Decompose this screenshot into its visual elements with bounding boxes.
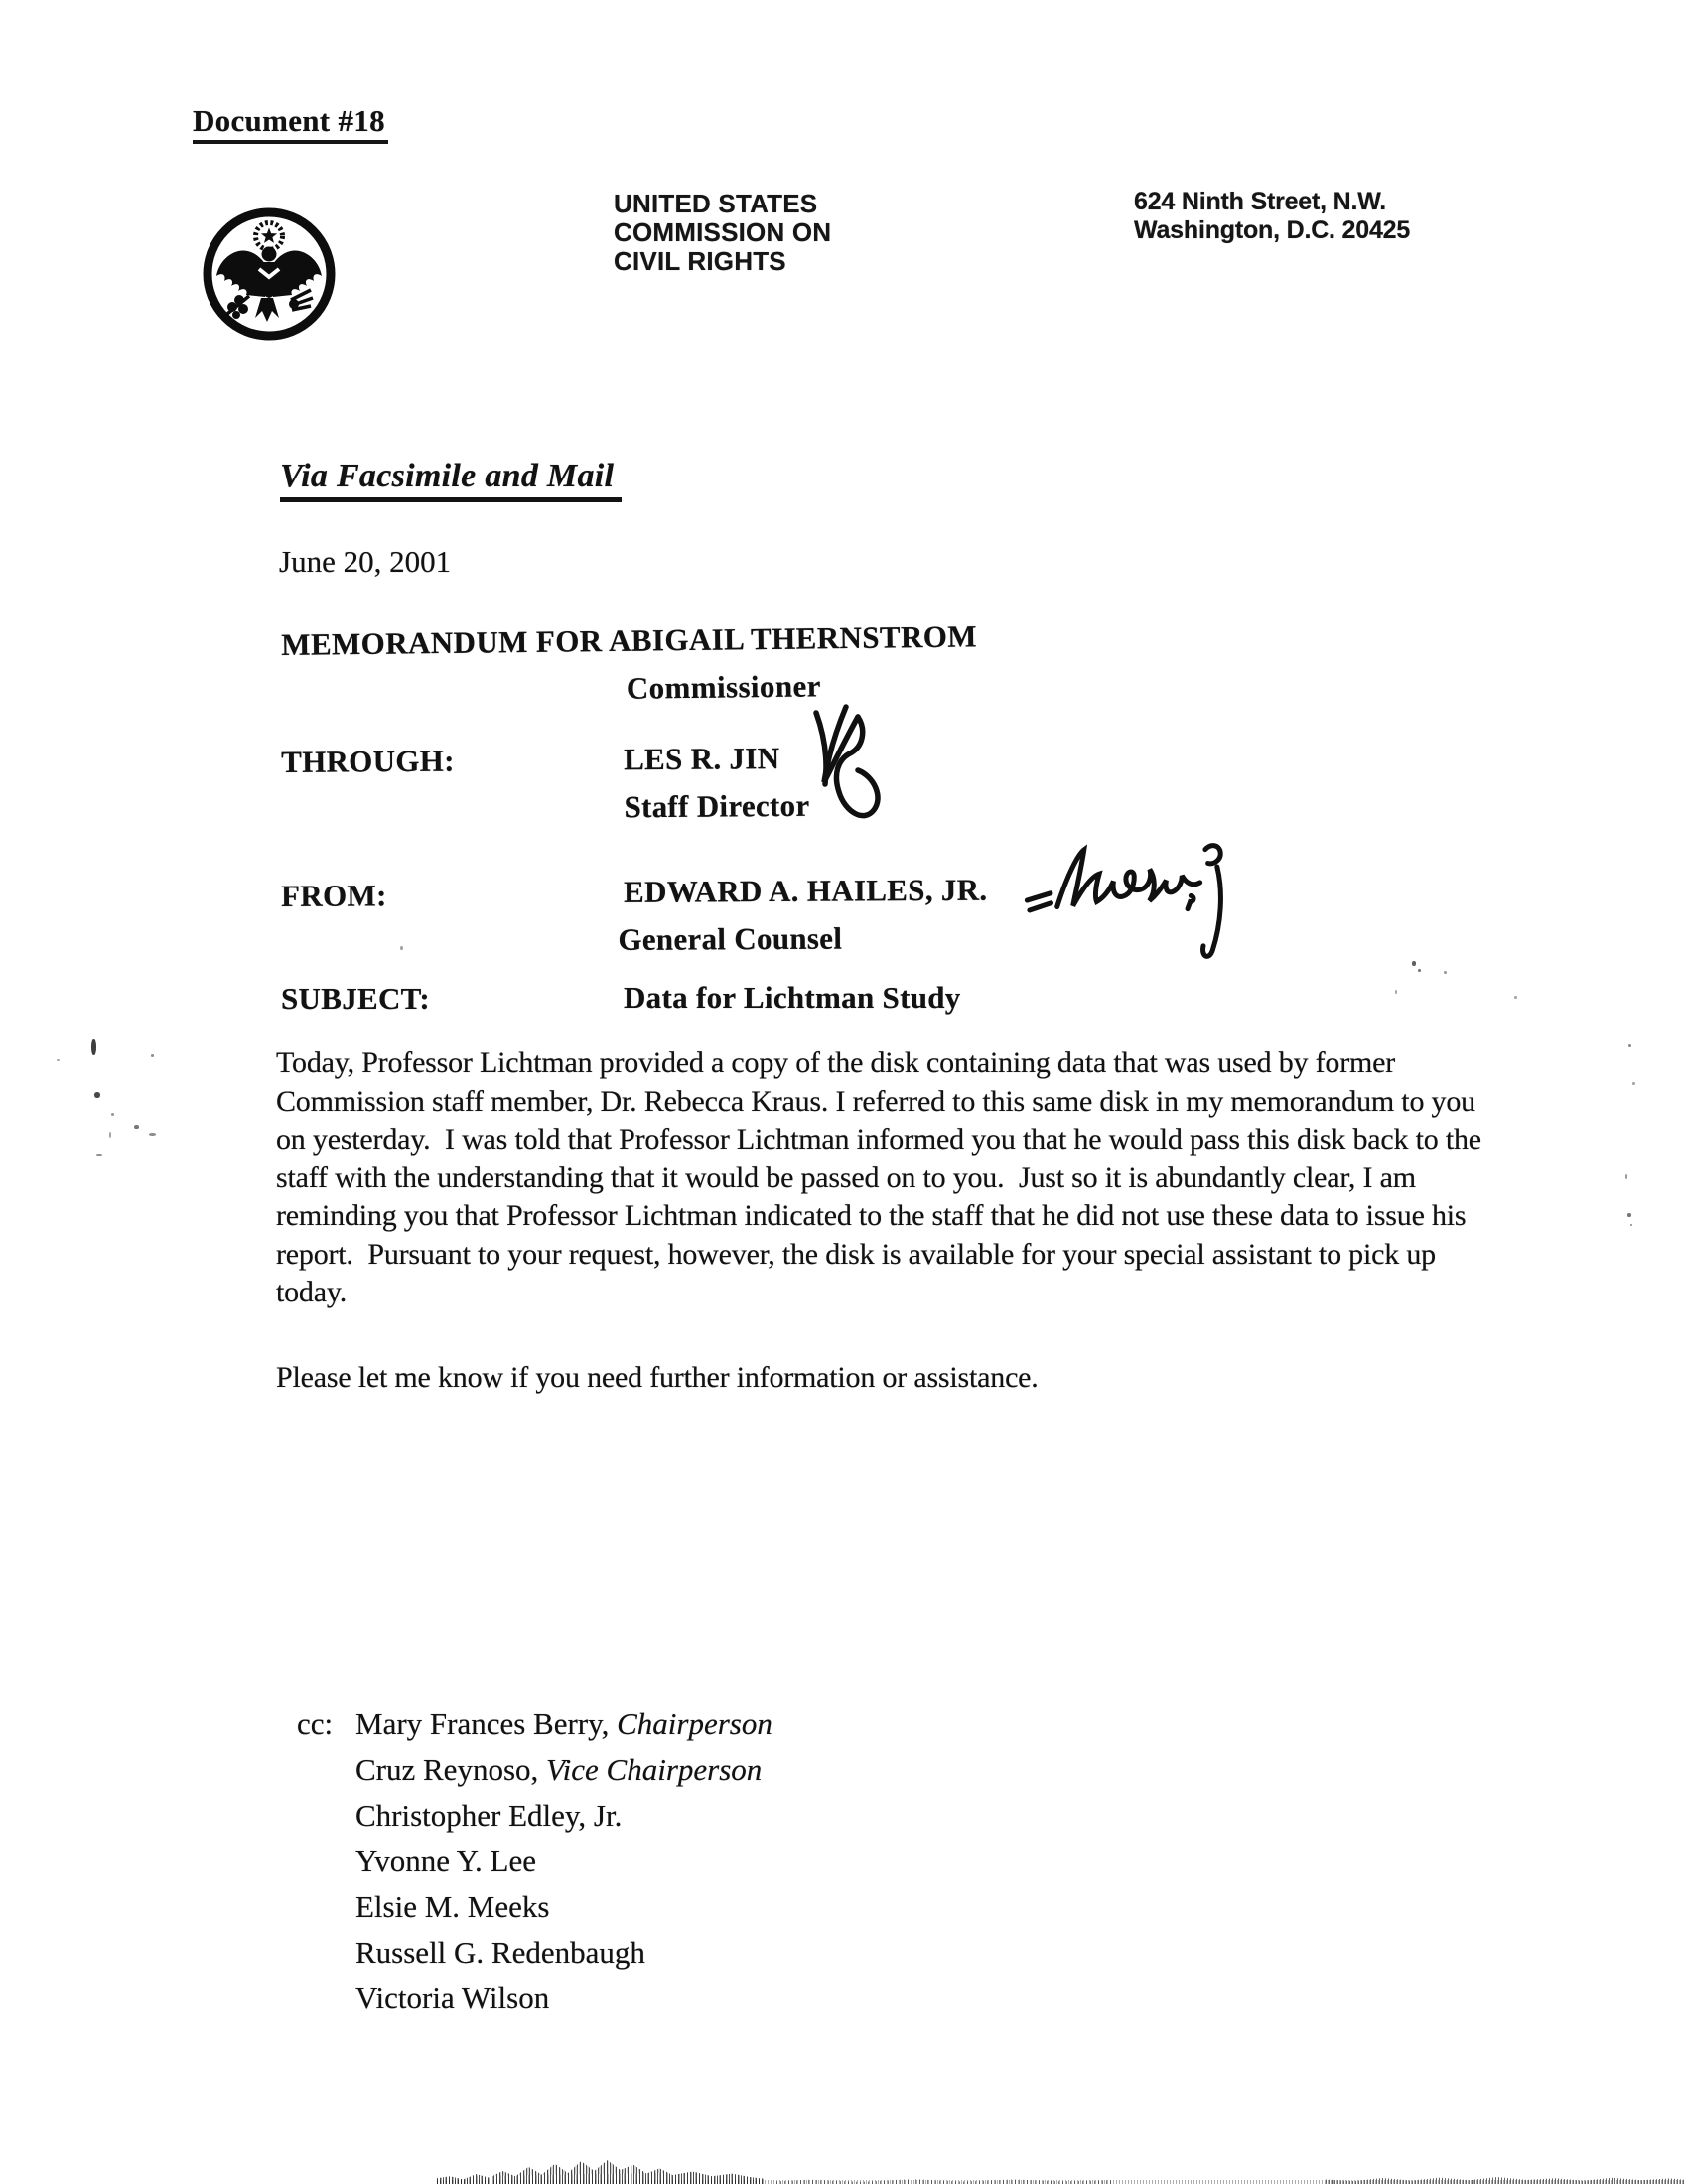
scan-speck	[96, 1154, 102, 1156]
delivery-method-line: Via Facsimile and Mail	[280, 458, 622, 502]
cc-row	[355, 1793, 772, 1839]
agency-line-3: CIVIL RIGHTS	[614, 246, 786, 276]
cc-row	[355, 1884, 772, 1930]
memo-for-title: Commissioner	[626, 668, 821, 706]
body-paragraph-1: Today, Professor Lichtman provided a copy of the disk containing data that was used by former Commission staff member, Dr. Rebecca Kraus. I referred to this same disk in my memorandum to you on yesterday. I was told that Professor Lichtman informed you that he would pass this disk back to the staff with the understanding that it would be passed on to you. Just so it is abundantly clear, I am reminding you that Professor Lichtman indicated to the staff that he did not use these data to issue his report. Pursuant to your request, however, the disk is available for your special assistant to pick up today.	[276, 1046, 1489, 1308]
cc-name-list	[355, 1702, 772, 2021]
cc-name: Mary Frances Berry,	[355, 1706, 618, 1741]
jin-initials-signature	[798, 697, 902, 836]
memo-for-line: MEMORANDUM FOR ABIGAIL THERNSTROM	[281, 618, 978, 662]
from-title: General Counsel	[618, 920, 843, 957]
agency-line-1: UNITED STATES	[614, 189, 818, 218]
cc-name: Elsie M. Meeks	[355, 1889, 550, 1924]
scan-noise-band	[437, 2180, 1684, 2184]
scan-speck	[1514, 996, 1517, 999]
document-number-label: Document #18	[193, 103, 388, 144]
address-line-2: Washington, D.C. 20425	[1134, 216, 1411, 244]
cc-row	[355, 1930, 772, 1976]
from-label: FROM:	[281, 878, 387, 913]
scan-speck	[111, 1113, 114, 1116]
scan-speck	[94, 1092, 100, 1098]
scan-speck	[1625, 1174, 1627, 1179]
through-value	[624, 735, 810, 831]
scan-speck	[109, 1132, 111, 1138]
scan-speck	[1412, 961, 1416, 966]
scan-speck	[1444, 971, 1447, 974]
cc-name: Cruz Reynoso,	[355, 1752, 547, 1787]
through-label: THROUGH:	[281, 743, 455, 779]
scan-speck	[1632, 1082, 1635, 1085]
scan-speck	[91, 1039, 96, 1055]
commission-eagle-seal-icon	[200, 203, 339, 345]
letterhead-agency	[614, 190, 831, 276]
scan-speck	[134, 1125, 139, 1129]
letterhead-address	[1134, 188, 1410, 245]
memo-body	[276, 1044, 1499, 1397]
memo-date: June 20, 2001	[279, 544, 452, 579]
from-value	[618, 867, 988, 964]
through-title: Staff Director	[624, 787, 810, 825]
body-paragraph-2: Please let me know if you need further information or assistance.	[276, 1360, 1039, 1394]
subject-value: Data for Lichtman Study	[624, 980, 961, 1015]
cc-row	[355, 1747, 772, 1793]
agency-line-2: COMMISSION ON	[614, 217, 832, 247]
cc-row	[355, 1839, 772, 1884]
cc-row	[355, 1702, 772, 1747]
cc-label: cc:	[297, 1706, 334, 1741]
cc-name: Yvonne Y. Lee	[355, 1843, 536, 1878]
cc-name: Victoria Wilson	[355, 1980, 550, 2015]
cc-name: Russell G. Redenbaugh	[355, 1935, 645, 1970]
scan-speck	[1627, 1213, 1631, 1217]
cc-row	[355, 1976, 772, 2021]
scan-speck	[149, 1133, 156, 1136]
cc-block	[297, 1702, 772, 2021]
cc-name: Christopher Edley, Jr.	[355, 1798, 623, 1833]
cc-title: Vice Chairperson	[546, 1752, 763, 1787]
scan-speck	[151, 1054, 154, 1057]
address-line-1: 624 Ninth Street, N.W.	[1134, 188, 1386, 215]
scan-speck	[1418, 969, 1421, 972]
scan-speck	[1630, 1224, 1632, 1226]
through-name: LES R. JIN	[623, 741, 780, 777]
hailes-cursive-signature	[1019, 803, 1265, 979]
cc-title: Chairperson	[617, 1706, 772, 1741]
subject-label: SUBJECT:	[281, 981, 430, 1016]
scan-speck	[400, 946, 403, 950]
scan-speck	[57, 1059, 60, 1061]
from-name: EDWARD A. HAILES, JR.	[623, 872, 988, 909]
scan-speck	[1395, 990, 1397, 994]
scan-speck	[1628, 1044, 1631, 1047]
